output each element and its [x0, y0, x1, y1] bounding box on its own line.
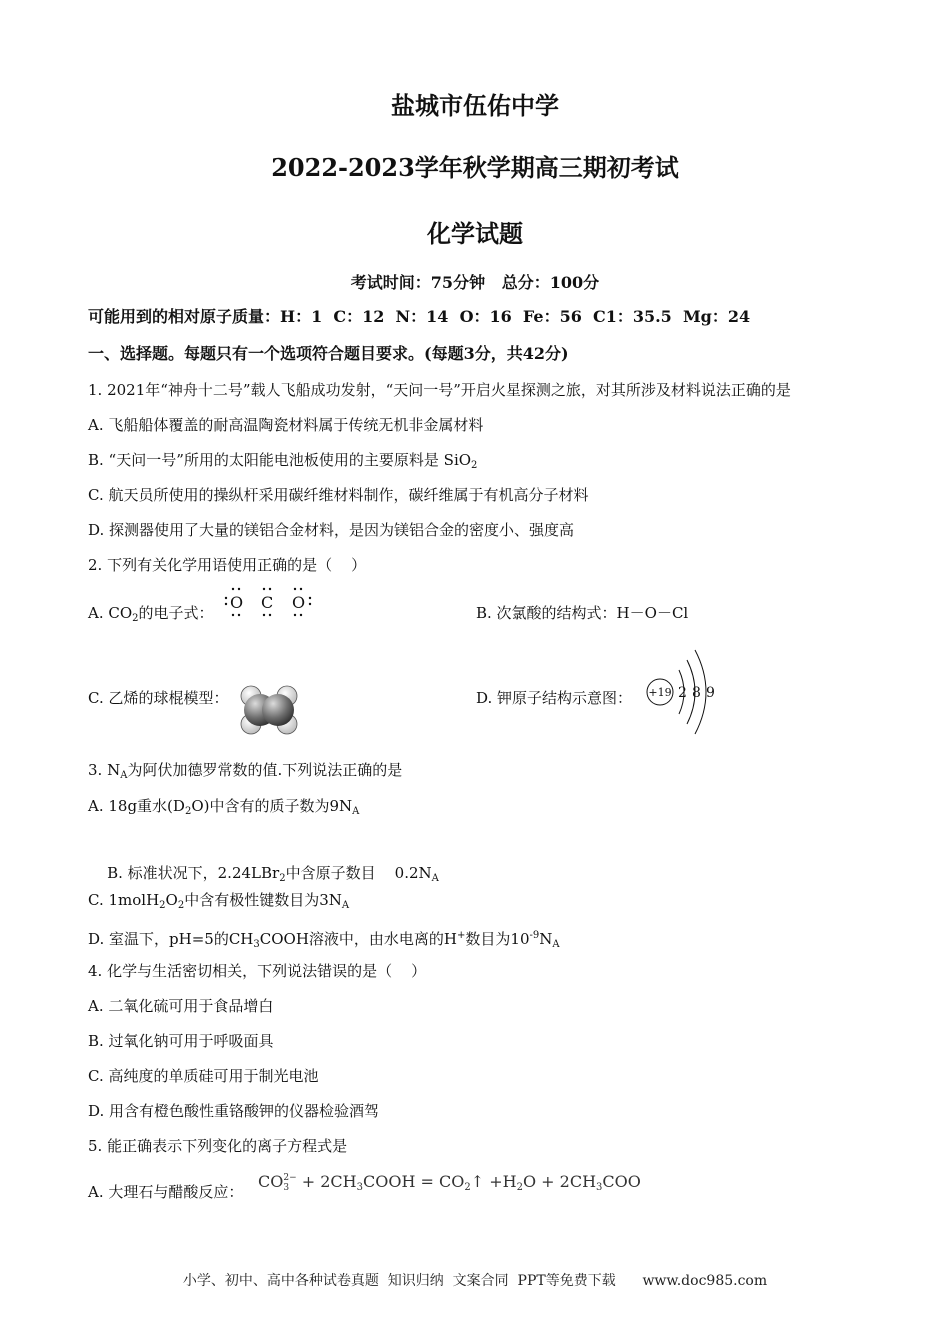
ethylene-ball-model — [236, 682, 302, 738]
q3-c-sub3: A — [341, 900, 350, 911]
q3-b-1: B. 标准状况下，2.24LBr — [107, 864, 280, 882]
q3-option-c — [88, 890, 349, 916]
footer-text: 小学、初中、高中各种试卷真题 知识归纳 文案合同 PPT等免费下载 www.doc985.com — [182, 1273, 768, 1289]
q4-option-a: A. 二氧化硫可用于食品增白 — [88, 997, 274, 1015]
eq-t1: CO — [258, 1172, 284, 1191]
q1-stem: 1. 2021年“神舟十二号”载人飞船成功发射，“天问一号”开启火星探测之旅，对其所涉及材料说法正确的是 — [88, 381, 791, 399]
q3-option-a — [88, 796, 359, 822]
q2-option-d: D. 钾原子结构示意图： — [476, 689, 633, 707]
shell-3: 9 — [706, 685, 715, 701]
eq-up-arrow: ↑ — [470, 1172, 485, 1191]
eq-t1-sub: 3 — [283, 1182, 290, 1193]
q1-option-d: D. 探测器使用了大量的镁铝合金材料，是因为镁铝合金的密度小、强度高 — [88, 521, 575, 539]
school-title: 盐城市伍佑中学 — [391, 91, 559, 120]
eq-t6: O + 2CH — [522, 1172, 597, 1191]
q1-b-text: B. “天问一号”所用的太阳能电池板使用的主要原料是 SiO — [88, 451, 472, 469]
potassium-atom-diagram — [643, 644, 728, 744]
q3-d-sup2: -9 — [529, 930, 540, 941]
q3-d-1: D. 室温下，pH=5的CH — [88, 930, 254, 948]
q3-b-sub2: A — [431, 873, 439, 884]
q3-d-sub1: 3 — [253, 939, 260, 950]
q4-option-c: C. 高纯度的单质硅可用于制光电池 — [88, 1067, 319, 1085]
formula-atom-c: C — [261, 593, 274, 612]
q4-stem: 4. 化学与生活密切相关，下列说法错误的是（ ） — [88, 962, 427, 980]
q3-d-sub2: A — [552, 939, 560, 950]
co2-electron-formula — [222, 584, 314, 620]
q3-c-sub2: 2 — [177, 900, 185, 911]
q2-option-a — [88, 603, 214, 629]
q2-stem: 2. 下列有关化学用语使用正确的是（ ） — [88, 556, 367, 574]
eq-t7: COO — [602, 1172, 641, 1191]
q3-d-sup1: + — [457, 930, 466, 941]
shell-2: 8 — [692, 685, 701, 701]
q3-c-3: 中含有极性键数目为3N — [184, 891, 342, 909]
q3-c-1: C. 1molH — [88, 891, 160, 909]
q3-a-1: A. 18g重水(D — [88, 797, 185, 815]
q5-a-prefix: A. 大理石与醋酸反应： — [88, 1183, 244, 1201]
time-info: 考试时间：75分钟 总分：100分 — [350, 273, 600, 292]
subject-title: 化学试题 — [427, 219, 523, 248]
q3-stem-sub: A — [120, 770, 128, 781]
q5-stem: 5. 能正确表示下列变化的离子方程式是 — [88, 1137, 348, 1155]
q2-a-suffix: 的电子式： — [138, 604, 214, 622]
q3-c-sub1: 2 — [159, 900, 166, 911]
q2-a-text: A. CO — [88, 604, 133, 622]
q4-option-b: B. 过氧化钠可用于呼吸面具 — [88, 1032, 274, 1050]
q3-d-4: N — [539, 930, 553, 948]
q1-option-c: C. 航天员所使用的操纵杆采用碳纤维材料制作，碳纤维属于有机高分子材料 — [88, 486, 589, 504]
q3-a-sub1: 2 — [184, 806, 192, 817]
q3-stem — [88, 760, 402, 786]
eq-t2: + 2CH — [296, 1172, 357, 1191]
eq-t3-sub: 2 — [464, 1182, 471, 1193]
q3-b-2: 中含原子数目 0.2N — [285, 864, 432, 882]
q3-stem-1: 3. N — [88, 761, 121, 779]
q1-b-sub: 2 — [471, 460, 478, 471]
nucleus-charge: +19 — [648, 686, 672, 699]
q5-equation — [258, 1172, 641, 1193]
q3-b-sub1: 2 — [279, 873, 286, 884]
eq-t3: COOH = CO — [362, 1172, 465, 1191]
eq-t5: +H — [484, 1172, 517, 1191]
shell-1: 2 — [678, 685, 687, 701]
q3-stem-2: 为阿伏加德罗常数的值.下列说法正确的是 — [127, 761, 403, 779]
q1-option-a: A. 飞船船体覆盖的耐高温陶瓷材料属于传统无机非金属材料 — [88, 416, 484, 434]
section-title: 一、选择题。每题只有一个选项符合题目要求。(每题3分，共42分) — [88, 344, 569, 363]
q2-option-c: C. 乙烯的球棍模型： — [88, 689, 229, 707]
q4-option-d: D. 用含有橙色酸性重铬酸钾的仪器检验酒驾 — [88, 1102, 380, 1120]
eq-t2-sub: 3 — [356, 1182, 363, 1193]
q1-option-b — [88, 450, 477, 476]
q5-option-a — [88, 1182, 243, 1202]
eq-t5-sub: 2 — [516, 1182, 523, 1193]
q3-c-2: O — [165, 891, 178, 909]
formula-atom-o1: O — [230, 593, 244, 612]
atomic-masses: 可能用到的相对原子质量：H：1 C：12 N：14 O：16 Fe：56 C1：35.5 Mg：24 — [88, 307, 751, 326]
q3-a-sub2: A — [352, 806, 360, 817]
eq-t1-sup: 2− — [283, 1172, 297, 1183]
q2-a-sub: 2 — [132, 613, 139, 624]
formula-atom-o2: O — [292, 593, 306, 612]
q3-d-3: 数目为10 — [465, 930, 530, 948]
q3-option-d — [88, 926, 560, 955]
exam-title: 2022-2023学年秋学期高三期初考试 — [271, 153, 679, 182]
q3-d-2: COOH溶液中，由水电离的H — [259, 930, 458, 948]
q3-a-2: O)中含有的质子数为9N — [191, 797, 353, 815]
eq-t6-sub: 3 — [596, 1182, 603, 1193]
q2-option-b: B. 次氯酸的结构式：H－O－Cl — [476, 604, 689, 622]
